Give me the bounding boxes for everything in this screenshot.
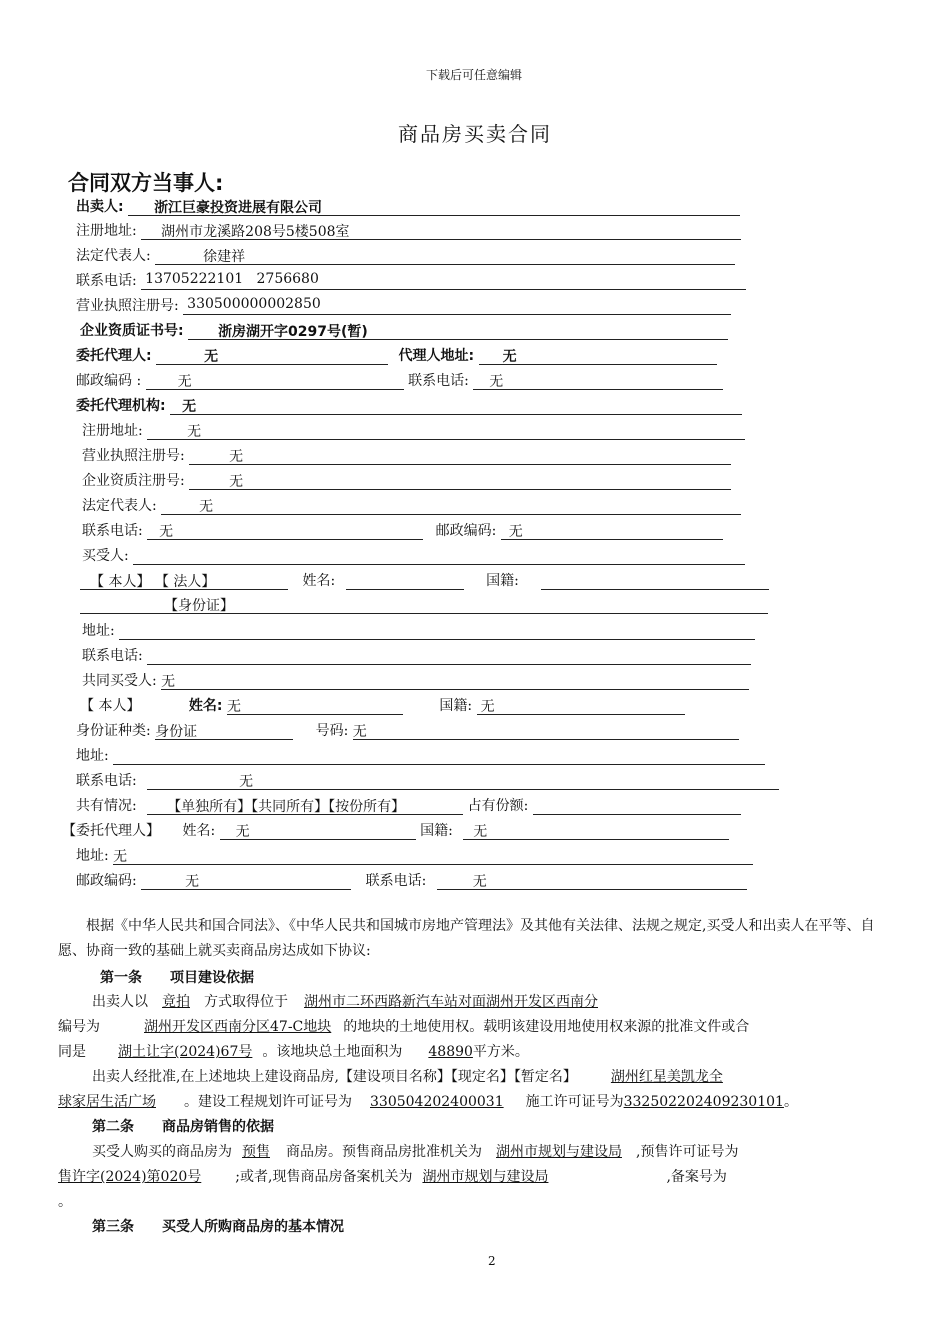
agency-post-label: 邮政编码: xyxy=(435,523,497,539)
agent-phone-field xyxy=(473,371,723,390)
buyer-agent-address-field xyxy=(113,846,753,865)
agent-post-row xyxy=(76,370,723,390)
buyer-name-field xyxy=(346,571,464,590)
art1-p3-a: 同是 xyxy=(58,1044,86,1060)
article-3-title: 第三条 买受人所购商品房的基本情况 xyxy=(92,1219,344,1235)
article-1-title: 第一条 项目建设依据 xyxy=(100,970,254,986)
co-buyer-name-row xyxy=(80,695,685,715)
co-buyer-share-field xyxy=(147,796,463,815)
art2-p1-b: 商品房。预售商品房批准机关为 xyxy=(286,1144,482,1160)
buyer-nation-label: 国籍: xyxy=(486,573,519,589)
seller-rep-field xyxy=(155,246,735,265)
agency-value: 无 xyxy=(182,399,197,415)
buyer-agent-post-value: 无 xyxy=(185,874,200,890)
buyer-agent-phone-label: 联系电话: xyxy=(365,873,427,889)
buyer-nation-field xyxy=(541,571,769,590)
seller-phone-row xyxy=(76,270,746,290)
agent-phone-label: 联系电话: xyxy=(408,373,469,389)
co-buyer-share-value: 【单独所有】【共同所有】【按份所有】 xyxy=(167,799,406,815)
buyer-phone-row xyxy=(82,645,751,665)
seller-phone-field xyxy=(141,271,746,290)
art2-sale-type: 预售 xyxy=(242,1144,270,1160)
seller-license-value: 330500000002850 xyxy=(187,296,321,312)
agency-phone-label: 联系电话: xyxy=(82,523,143,539)
art1-p4-a: 出卖人经批准,在上述地块上建设商品房,【建设项目名称】【现定名】【暂定名】 xyxy=(92,1069,577,1085)
buyer-agent-row xyxy=(62,820,729,840)
seller-license-label: 营业执照注册号: xyxy=(76,298,179,314)
seller-address-field xyxy=(141,221,741,240)
buyer-agent-name-value: 无 xyxy=(235,824,250,840)
article-2-line-3: 。 xyxy=(58,1194,72,1210)
agent-post-label: 邮政编码 : xyxy=(76,373,142,389)
seller-row xyxy=(76,196,740,216)
art2-p1-a: 买受人购买的商品房为 xyxy=(92,1144,232,1160)
buyer-id-type: 【身份证】 xyxy=(164,598,234,614)
art1-location: 湖州市二环西路新汽车站对面湖州开发区西南分 xyxy=(304,994,598,1010)
co-buyer-label: 共同买受人: xyxy=(82,673,157,689)
seller-field xyxy=(128,197,740,216)
article-1-line-5 xyxy=(58,1091,798,1111)
buyer-type-field xyxy=(80,571,288,590)
buyer-agent-nation-value: 无 xyxy=(473,824,488,840)
co-buyer-address-field xyxy=(113,746,765,765)
agent-field xyxy=(156,346,388,365)
agent-value: 无 xyxy=(204,349,219,365)
buyer-agent-address-row xyxy=(76,845,753,865)
article-1-line-1 xyxy=(92,991,598,1011)
agency-post-value: 无 xyxy=(508,524,523,540)
header-note: 下载后可任意编辑 xyxy=(426,68,523,82)
art2-authority: 湖州市规划与建设局 xyxy=(496,1144,622,1160)
buyer-agent-address-label: 地址: xyxy=(76,848,109,864)
buyer-type-value: 【 本人】 【 法人】 xyxy=(90,574,216,590)
co-buyer-phone-row xyxy=(76,770,779,790)
agency-address-field xyxy=(147,421,745,440)
agency-address-row xyxy=(82,420,745,440)
article-2-line-1 xyxy=(92,1141,738,1161)
article-1-line-2 xyxy=(58,1016,749,1036)
art1-p2-a: 编号为 xyxy=(58,1019,100,1035)
seller-label: 出卖人: xyxy=(76,199,124,215)
agent-label: 委托代理人: xyxy=(76,348,152,364)
article-1-line-4 xyxy=(92,1066,723,1086)
agency-rep-label: 法定代表人: xyxy=(82,498,157,514)
intro-paragraph: 根据《中华人民共和国合同法》、《中华人民共和国城市房地产管理法》及其他有关法律、法规之规定,买受人和出卖人在平等、自愿、协商一致的基础上就买卖商品房达成如下协议: xyxy=(58,918,875,959)
agent-row xyxy=(76,345,717,365)
agent-address-value: 无 xyxy=(502,349,517,365)
seller-rep-row xyxy=(76,245,735,265)
co-buyer-id-type-value: 身份证 xyxy=(155,724,198,740)
co-buyer-portion-label: 占有份额: xyxy=(467,798,529,814)
art1-build-permit: 332502202409230101 xyxy=(623,1094,784,1110)
seller-license-field xyxy=(183,296,731,315)
co-buyer-id-row xyxy=(76,720,739,740)
buyer-address-field xyxy=(119,621,755,640)
co-buyer-num-value: 无 xyxy=(352,724,367,740)
agency-phone-row xyxy=(82,520,723,540)
co-buyer-nation-value: 无 xyxy=(480,699,495,715)
buyer-row xyxy=(82,545,745,565)
agency-post-field xyxy=(501,521,723,540)
seller-rep-label: 法定代表人: xyxy=(76,248,151,264)
parties-heading: 合同双方当事人: xyxy=(68,171,224,195)
art1-p5-b: 施工许可证号为 xyxy=(525,1094,624,1110)
co-buyer-address-label: 地址: xyxy=(76,748,109,764)
co-buyer-portion-field xyxy=(533,796,741,815)
page-number: 2 xyxy=(488,1254,496,1268)
buyer-name-label: 姓名: xyxy=(302,573,336,589)
agency-row xyxy=(76,395,742,415)
buyer-agent-name-field xyxy=(220,821,416,840)
agency-address-label: 注册地址: xyxy=(82,423,143,439)
buyer-address-row xyxy=(82,620,755,640)
buyer-agent-nation-field xyxy=(463,821,729,840)
co-buyer-phone-value: 无 xyxy=(239,774,254,790)
seller-rep-value: 徐建祥 xyxy=(203,249,246,265)
agency-cert-field xyxy=(189,471,731,490)
agency-license-field xyxy=(189,446,731,465)
art1-project-name-cont: 球家居生活广场 xyxy=(58,1094,156,1110)
art1-p3-b: 。该地块总土地面积为 xyxy=(262,1044,403,1060)
seller-cert-label: 企业资质证书号: xyxy=(80,323,184,339)
seller-cert-field xyxy=(188,321,728,340)
co-buyer-share-label: 共有情况: xyxy=(76,798,137,814)
buyer-agent-post-field xyxy=(141,871,351,890)
co-buyer-row xyxy=(82,670,749,690)
art1-project-name: 湖州红星美凯龙全 xyxy=(610,1069,723,1085)
seller-phone-value: 13705222101 2756680 xyxy=(145,271,319,287)
art1-p3-c: 平方米。 xyxy=(472,1044,529,1060)
buyer-agent-post-row xyxy=(76,870,747,890)
co-buyer-field xyxy=(161,671,749,690)
agent-post-value: 无 xyxy=(177,374,192,390)
art1-p1-a: 出卖人以 xyxy=(92,994,148,1010)
agency-license-row xyxy=(82,445,731,465)
buyer-phone-field xyxy=(147,646,751,665)
buyer-id-field xyxy=(80,595,768,614)
art2-record-authority: 湖州市规划与建设局 xyxy=(422,1169,549,1185)
co-buyer-phone-label: 联系电话: xyxy=(76,773,137,789)
co-buyer-phone-field xyxy=(147,771,779,790)
agency-address-value: 无 xyxy=(187,424,202,440)
buyer-agent-name-label: 姓名: xyxy=(182,823,216,839)
document-title: 商品房买卖合同 xyxy=(398,122,552,146)
art1-method: 竟拍 xyxy=(162,994,190,1010)
article-2-line-2 xyxy=(58,1166,727,1186)
co-buyer-name-value: 无 xyxy=(226,699,241,715)
art2-p2-b: ,备案号为 xyxy=(666,1169,727,1185)
agency-license-value: 无 xyxy=(229,449,244,465)
co-buyer-share-row xyxy=(76,795,741,815)
seller-address-value: 湖州市龙溪路208号5楼508室 xyxy=(161,224,350,240)
co-buyer-id-type-label: 身份证种类: xyxy=(76,723,151,739)
buyer-agent-address-value: 无 xyxy=(113,849,128,865)
agency-cert-value: 无 xyxy=(229,474,244,490)
art2-p2-a: ;或者,现售商品房备案机关为 xyxy=(235,1169,413,1185)
buyer-agent-nation-label: 国籍: xyxy=(420,823,453,839)
co-buyer-name-label: 姓名: xyxy=(188,698,223,714)
buyer-address-label: 地址: xyxy=(82,623,115,639)
agency-cert-row xyxy=(82,470,731,490)
agency-phone-value: 无 xyxy=(159,524,174,540)
seller-address-label: 注册地址: xyxy=(76,223,137,239)
art1-plan-permit: 330504202400031 xyxy=(370,1094,504,1110)
agent-address-field xyxy=(479,346,717,365)
co-buyer-type: 【 本人】 xyxy=(80,698,141,714)
co-buyer-address-row xyxy=(76,745,765,765)
agent-post-field xyxy=(146,371,404,390)
co-buyer-num-field xyxy=(353,721,739,740)
seller-value: 浙江巨豪投资进展有限公司 xyxy=(154,200,323,216)
agency-rep-value: 无 xyxy=(199,499,214,515)
art1-plot-number: 湖州开发区西南分区47-C地块 xyxy=(144,1019,332,1035)
seller-cert-value: 浙房湖开字0297号(暂) xyxy=(218,324,368,340)
article-1-line-3 xyxy=(58,1041,529,1061)
co-buyer-value: 无 xyxy=(161,674,176,690)
art2-p1-c: ,预售许可证号为 xyxy=(636,1144,739,1160)
seller-cert-row xyxy=(80,320,728,340)
art1-doc: 湖土让字(2024)67号 xyxy=(118,1044,253,1060)
seller-license-row xyxy=(76,295,731,315)
agency-license-label: 营业执照注册号: xyxy=(82,448,185,464)
art1-p5-a: 。建设工程规划许可证号为 xyxy=(184,1094,352,1110)
buyer-agent-post-label: 邮政编码: xyxy=(76,873,137,889)
agency-phone-field xyxy=(147,521,423,540)
art1-p5-c: 。 xyxy=(783,1094,798,1110)
art1-area: 48890 xyxy=(428,1044,473,1060)
agency-cert-label: 企业资质注册号: xyxy=(82,473,185,489)
agent-phone-value: 无 xyxy=(489,374,504,390)
agency-label: 委托代理机构: xyxy=(76,398,166,414)
art1-p2-b: 的地块的土地使用权。载明该建设用地使用权来源的批准文件或合 xyxy=(343,1019,750,1035)
agency-field xyxy=(170,396,742,415)
buyer-agent-phone-value: 无 xyxy=(472,874,487,890)
agency-rep-field xyxy=(161,496,741,515)
co-buyer-name-field xyxy=(227,696,403,715)
buyer-label: 买受人: xyxy=(82,548,129,564)
seller-phone-label: 联系电话: xyxy=(76,273,137,289)
buyer-agent-phone-field xyxy=(437,871,747,890)
article-2-title: 第二条 商品房销售的依据 xyxy=(92,1119,274,1135)
co-buyer-id-type-field xyxy=(155,721,293,740)
seller-address-row xyxy=(76,220,741,240)
buyer-field xyxy=(133,546,745,565)
art2-permit: 售许字(2024)第020号 xyxy=(58,1169,202,1185)
co-buyer-num-label: 号码: xyxy=(315,723,349,739)
buyer-agent-label: 【委托代理人】 xyxy=(62,823,160,839)
buyer-phone-label: 联系电话: xyxy=(82,648,143,664)
buyer-id-row xyxy=(80,595,768,614)
agency-rep-row xyxy=(82,495,741,515)
buyer-type-row xyxy=(80,570,769,590)
co-buyer-nation-label: 国籍: xyxy=(439,698,473,714)
art1-p1-b: 方式取得位于 xyxy=(204,994,288,1010)
agent-address-label: 代理人地址: xyxy=(398,348,475,364)
co-buyer-nation-field xyxy=(477,696,685,715)
